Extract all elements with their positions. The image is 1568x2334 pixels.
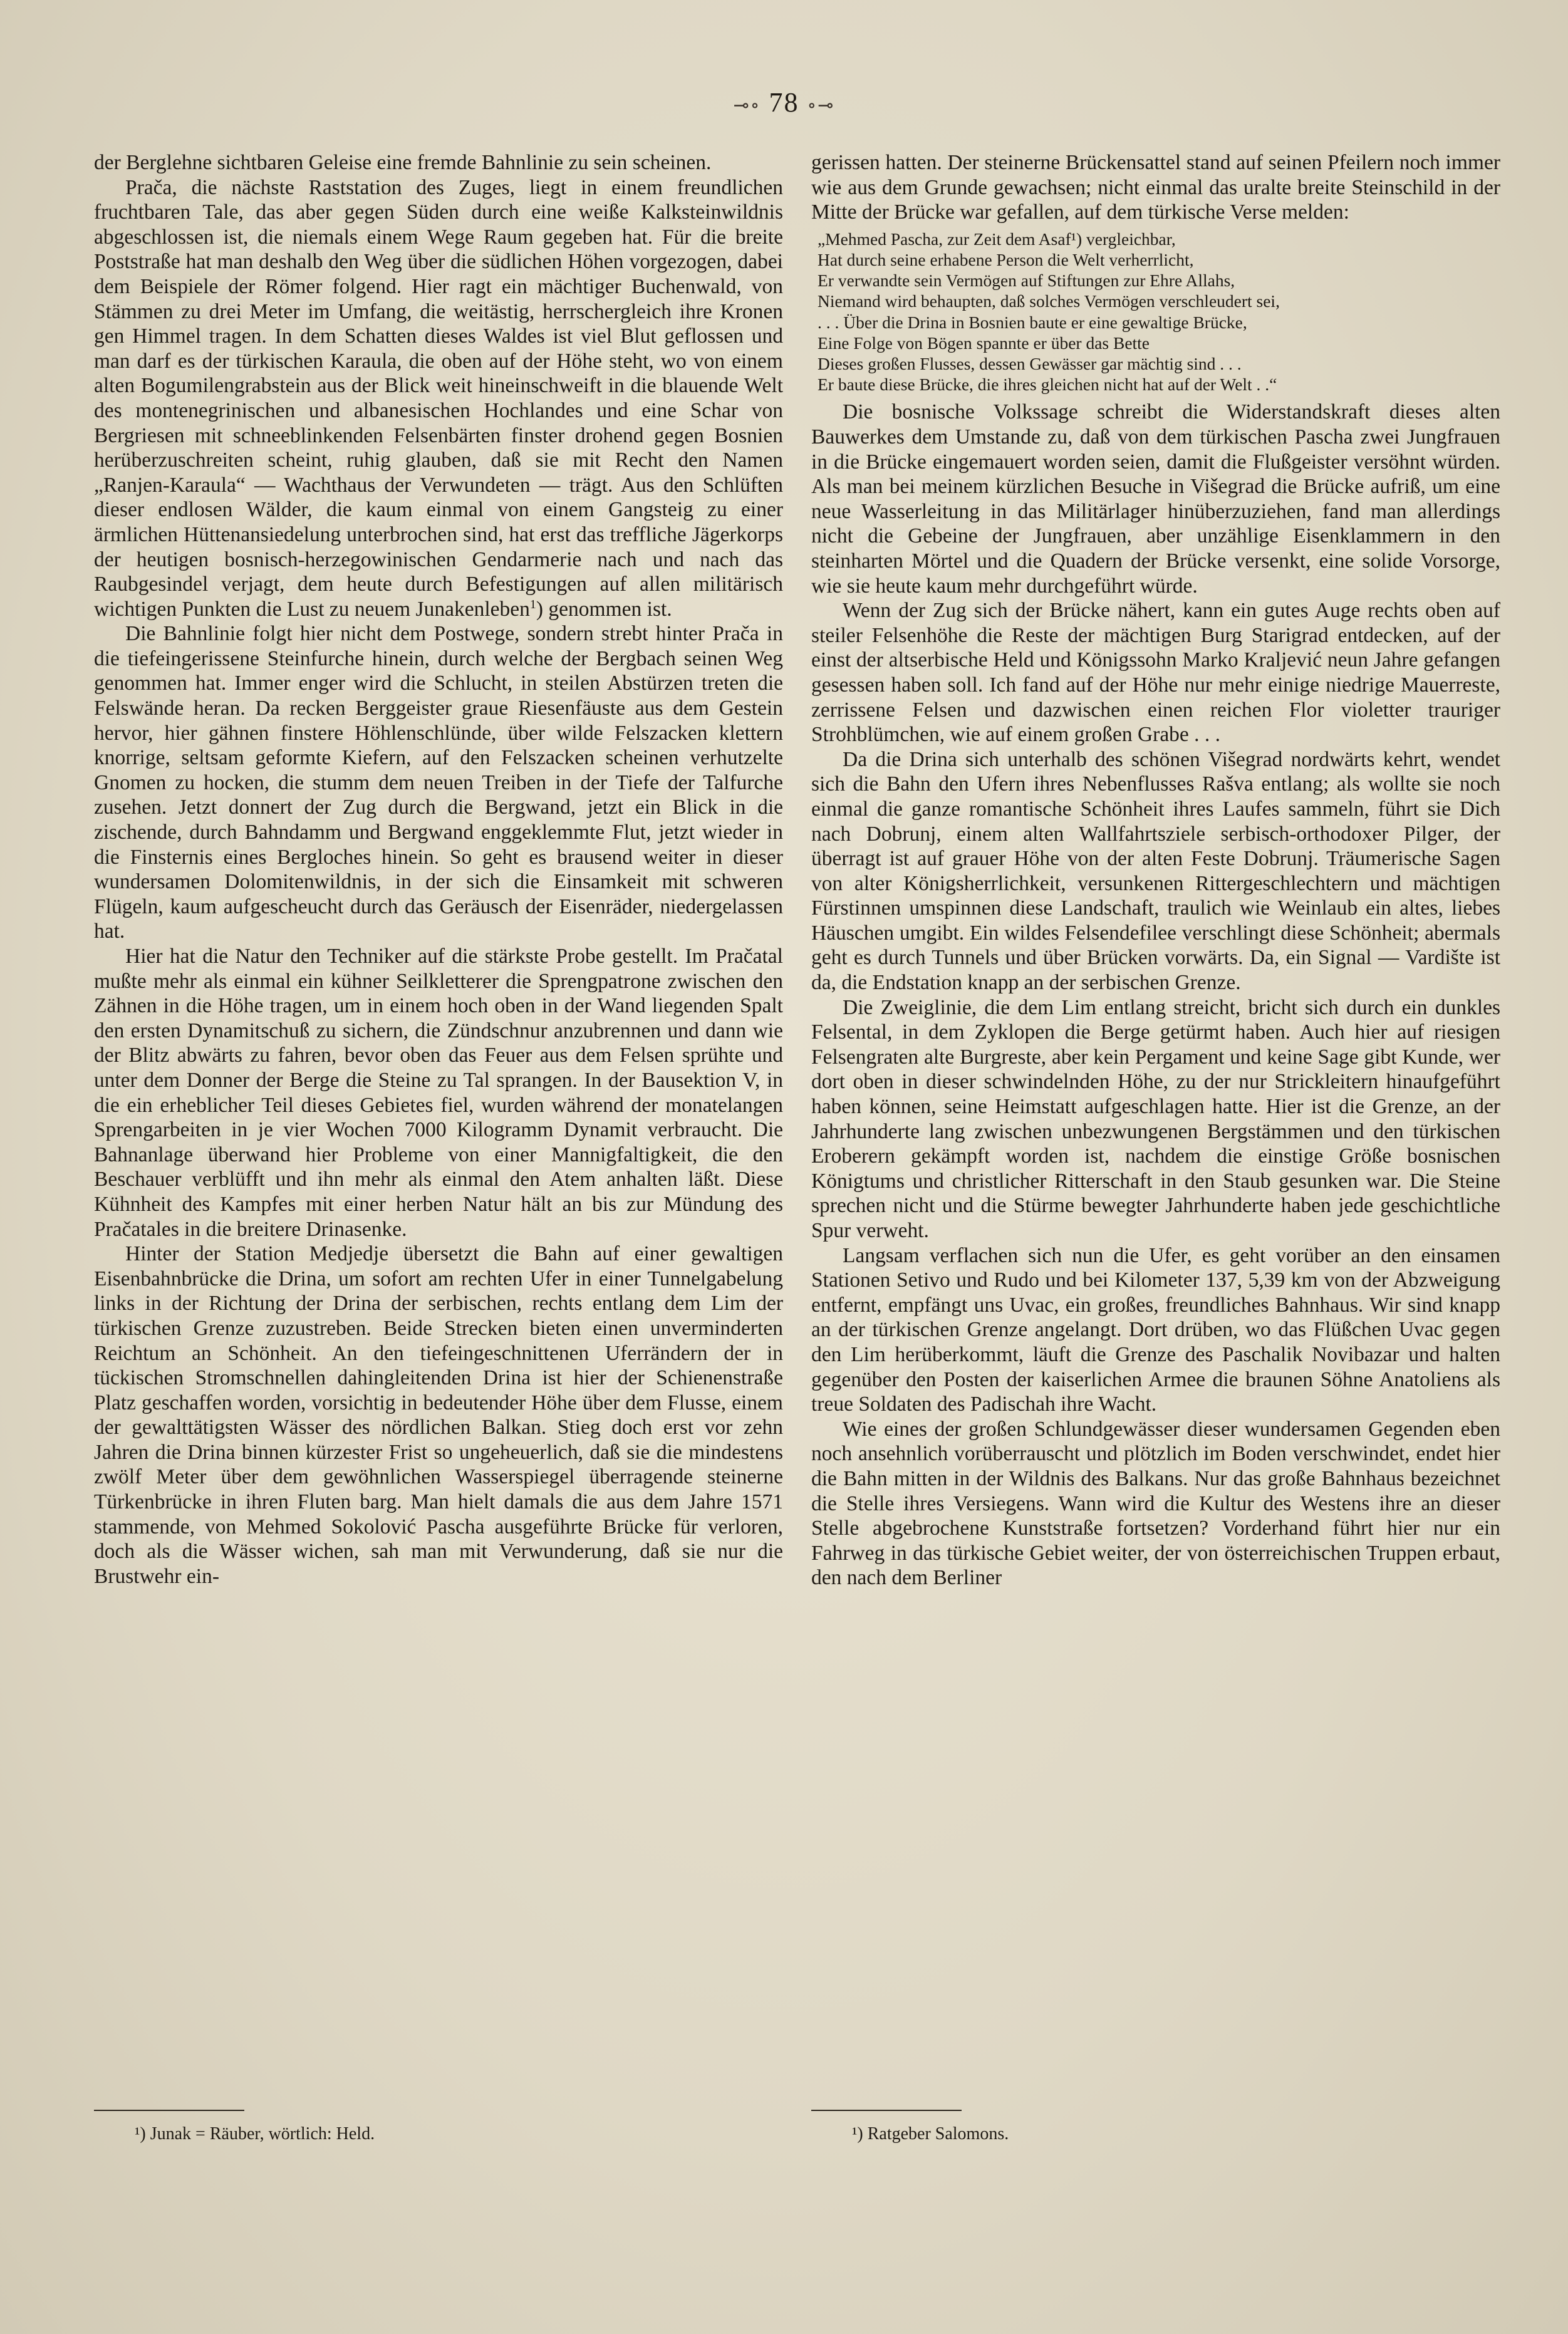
paragraph: Hier hat die Natur den Techniker auf die stärkste Probe gestellt. Im Pračatal mußte mehr als einmal ein kühner Seilkletterer die Sprengpatrone zwischen den Zähnen in die Höhe tragen, um in einem hoch oben in der Wand liegenden Spalt den ersten Dynamitschuß zu sichern, die Zündschnur anzubrennen und dann wie der Blitz abwärts zu fahren, bevor oben das Feuer aus dem Felsen sprühte und unter dem Donner der Berge die Steine zu Tal sprangen. In der Bausektion V, in die ein erheblicher Teil dieses Gebietes fiel, wurden während der monatelangen Sprengarbeiten in je vier Wochen 7000 Kilogramm Dynamit verbraucht. Die Bahnanlage überwand hier Probleme von einer Mannigfaltigkeit, die den Beschauer verblüfft und ihn mehr als einmal den Atem anhalten läßt. Diese Kühnheit des Kampfes mit einer herben Natur hält an bis zur Mündung des Pračatales in die breitere Drinasenke.: [94, 945, 783, 1241]
paragraph-tail: genommen ist.: [543, 597, 672, 621]
right-column: [811, 150, 1500, 1590]
paragraph: Wie eines der großen Schlundgewässer dieser wundersamen Gegenden eben noch ansehnlich vorüberrauscht und plötzlich im Boden verschwindet, endet hier die Bahn mitten in der Wildnis des Balkans. Nur das große Bahnhaus bezeichnet die Stelle ihres Versiegens. Wann wird die Kultur des Westens ihre an dieser Stelle abgebrochene Kunststraße fortsetzen? Vorderhand führt hier nur ein Fahrweg in das türkische Gebiet weiter, der von österreichischen Truppen erbaut, den nach dem Berliner: [811, 1417, 1500, 1590]
left-column: [94, 150, 783, 1589]
ornament-left: ⊸∘: [733, 95, 761, 116]
paragraph: Hinter der Station Medjedje übersetzt die Bahn auf einer gewaltigen Eisenbahnbrücke die Drina, um sofort am rechten Ufer in einer Tunnelgabelung links in der Richtung der Drina der serbischen, rechts entlang dem Lim der türkischen Grenze zuzustreben. Beide Strecken bieten einen unverminderten Reichtum an Schönheit. An den tiefeingeschnittenen Uferrändern der in tückischen Stromschnellen dahingleitenden Drina ist hier der Schienenstraße Platz geschaffen worden, vorsichtig in bedeutender Höhe über dem Flusse, einem der gewalttätigsten Wässer des nördlichen Balkan. Stieg doch erst vor zehn Jahren die Drina binnen kürzester Frist so ungeheuerlich, daß sie die mindestens zwölf Meter über dem gewöhnlichen Wasserspiegel überragende steinerne Türkenbrücke in ihren Fluten barg. Man hielt damals die aus dem Jahre 1571 stammende, von Mehmed Sokolović Pascha ausgeführte Brücke für verloren, doch als die Wässer wichen, sah man mit Verwunderung, daß sie nur die Brustwehr ein-: [94, 1242, 783, 1588]
ornament-right: ∘⊸: [807, 95, 835, 116]
paragraph: Die Bahnlinie folgt hier nicht dem Postwege, sondern strebt hinter Prača in die tiefeingerissene Steinfurche hinein, durch welche der Bergbach seinen Weg genommen hat. Immer enger wird die Schlucht, in steilen Abstürzen treten die Felswände heran. Da recken Berggeister graue Riesenfäuste aus dem Gestein hervor, hier gähnen finstere Höhlenschlünde, über wilde Felszacken klettern knorrige, seltsam geformte Kiefern, auf den Felszacken scheinen verhutzelte Gnomen zu hocken, die stumm dem neuen Treiben in der Tiefe der Talfurche zusehen. Jetzt donnert der Zug durch die Bergwand, jetzt ein Blick in die zischende, durch Bahndamm und Bergwand enggeklemmte Flut, jetzt wieder in die Finsternis eines Bergloches hinein. So geht es brausend weiter in dieser wundersamen Dolomitenwildnis, in der sich die Einsamkeit mit schweren Flügeln, kaum aufgescheucht durch das Geräusch der Eisenräder, niedergelassen hat.: [94, 622, 783, 943]
footnote-left: ¹) Junak = Räuber, wörtlich: Held.: [135, 2124, 375, 2144]
paragraph-praca: Prača, die nächste Raststation des Zuges, liegt in einem freundlichen fruchtbaren Tale, das aber gegen Süden durch eine weiße Kalksteinwildnis abgeschlossen ist, die niemals einem Wege Raum gegeben hat. Für die breite Poststraße hat man deshalb den Weg über die südlichen Höhen vorgezogen, dabei dem Beispiele der Römer folgend. Hier ragt ein mächtiger Buchenwald, von Stämmen zu drei Meter im Umfang, die weitästig, herrschergleich ihre Kronen gen Himmel tragen. In dem Schatten dieses Waldes ist viel Blut geflossen und man darf es der türkischen Karaula, die oben auf der Höhe steht, wo von einem alten Bogumilengrabstein aus der Blick weit hineinschweift in die blauende Welt des montenegrinischen und albanesischen Hochlandes und eine Schar von Bergriesen mit schneeblinkenden Felsenbärten finster drohend gegen Bosnien herüberzuschreiten scheint, ruhig glauben, daß sie mit Recht den Namen „Ranjen-Karaula“ — Wachthaus der Verwundeten — trägt. Aus den Schlüften dieser endlosen Wälder, die kaum einmal von einem Gangsteig zu einer ärmlichen Hüttenansiedelung unterbrochen sind, hat erst das treffliche Jägerkorps der heutigen bosnisch-herzegowinischen Gendarmerie nach und nach das Raubgesindel verjagt, dem heute durch Befestigungen auf allen militärisch wichtigen Punkten die Lust zu neuem Junakenleben$^1$) genommen ist.: [94, 175, 783, 621]
paragraph: Langsam verflachen sich nun die Ufer, es geht vorüber an den einsamen Stationen Setivo und Rudo und bei Kilometer 137, 5,39 km von der Abzweigung entfernt, empfängt uns Uvac, ein großes, freundliches Bahnhaus. Wir sind knapp an der türkischen Grenze angelangt. Dort drüben, wo das Flüßchen Uvac gegen den Lim herüberkommt, läuft die Grenze des Paschalik Novibazar und halten gegenüber den Posten der kaiserlichen Armee die braunen Söhne Anatoliens als treue Soldaten des Padischah ihre Wacht.: [811, 1243, 1500, 1416]
inscription-poem: „Mehmed Pascha, zur Zeit dem Asaf¹) vergleichbar, Hat durch seine erhabene Person die Welt verherrlicht, Er verwandte sein Vermögen auf Stiftungen zur Ehre Allahs, Niemand wird behaupten, daß solches Vermögen verschleudert sei, . . . Über die Drina in Bosnien baute er eine gewaltige Brücke, Eine Folge von Bögen spannte er über das Bette Dieses großen Flusses, dessen Gewässer gar mächtig sind . . . Er baute diese Brücke, die ihres gleichen nicht hat auf der Welt . .“: [818, 229, 1280, 395]
paragraph: der Berglehne sichtbaren Geleise eine fremde Bahnlinie zu sein scheinen.: [94, 151, 712, 174]
paragraph: Da die Drina sich unterhalb des schönen Višegrad nordwärts kehrt, wendet sich die Bahn den Ufern ihres Nebenflusses Rašva entlang; als wollte sie noch einmal die ganze romantische Schönheit ihres Laufes sammeln, führt sie Dich nach Dobrunj, einem alten Wallfahrtsziele serbisch-orthodoxer Pilger, der überragt ist auf grauer Höhe von der alten Feste Dobrunj. Träumerische Sagen von alter Königsherrlichkeit, versunkenen Rittergeschlechtern und mächtigen Fürstinnen umspinnen diese Landschaft, traulich wie Weinlaub ein altes, liebes Häuschen umgibt. Ein wildes Felsendefilee verschlingt diese Schönheit; abermals geht es durch Tunnels und über Brücken vorwärts. Da, ein Signal — Vardište ist da, die Endstation knapp an der serbischen Grenze.: [811, 747, 1500, 995]
footnote-right: ¹) Ratgeber Salomons.: [852, 2124, 1009, 2144]
paragraph: Die bosnische Volkssage schreibt die Widerstandskraft dieses alten Bauwerkes dem Umstande zu, daß von dem türkischen Pascha zwei Jungfrauen in die Brücke eingemauert worden seien, damit die Flußgeister versöhnt würden. Als man bei meinem kürzlichen Besuche in Višegrad die Brücke aufriß, um eine neue Wasserleitung in das Militärlager hinüberzuziehen, fand man allerdings nicht die Gebeine der Jungfrauen, aber unzählige Eisenklammern in den steinharten Mörtel und die Quadern der Brücke versenkt, eine solide Vorsorge, wie sie heute kaum mehr durchgeführt würde.: [811, 400, 1500, 598]
page-number-header: [0, 86, 1568, 118]
footnote-divider-right: [811, 2110, 962, 2111]
paragraph-text: Prača, die nächste Raststation des Zuges, liegt in einem freundlichen fruchtbaren Tale, das aber gegen Süden durch eine weiße Kalksteinwildnis abgeschlossen ist, die niemals einem Wege Raum gegeben hat. Für die breite Poststraße hat man deshalb den Weg über die südlichen Höhen vorgezogen, dabei dem Beispiele der Römer folgend. Hier ragt ein mächtiger Buchenwald, von Stämmen zu drei Meter im Umfang, die weitästig, herrschergleich ihre Kronen gen Himmel tragen. In dem Schatten dieses Waldes ist viel Blut geflossen und man darf es der türkischen Karaula, die oben auf der Höhe steht, wo von einem alten Bogumilengrabstein aus der Blick weit hineinschweift in die blauende Welt des montenegrinischen und albanesischen Hochlandes und eine Schar von Bergriesen mit schneeblinkenden Felsenbärten finster drohend gegen Bosnien herüberzuschreiten scheint, ruhig glauben, daß sie mit Recht den Namen „Ranjen-Karaula“ — Wachthaus der Verwundeten — trägt. Aus den Schlüften dieser endlosen Wälder, die kaum einmal von einem Gangsteig zu einer ärmlichen Hüttenansiedelung unterbrochen sind, hat erst das treffliche Jägerkorps der heutigen bosnisch-herzegowinischen Gendarmerie nach und nach das Raubgesindel verjagt, dem heute durch Befestigungen auf allen militärisch wichtigen Punkten die Lust zu neuem Junakenleben: [94, 175, 783, 621]
footnote-divider-left: [94, 2110, 244, 2111]
paragraph: gerissen hatten. Der steinerne Brückensattel stand auf seinen Pfeilern noch immer wie aus dem Grunde gewachsen; nicht einmal das uralte breite Steinschild in der Mitte der Brücke war gefallen, auf dem türkische Verse melden:: [811, 151, 1500, 224]
page-number: 78: [769, 87, 799, 118]
paragraph: Die Zweiglinie, die dem Lim entlang streicht, bricht sich durch ein dunkles Felsental, in dem Zyklopen die Berge getürmt haben. Auch hier auf riesigen Felsengraten alte Burgreste, aber kein Pergament und keine Sage gibt Kunde, wer dort oben in dieser schwindelnden Höhe, zu der nur Strickleitern hinaufgeführt haben können, seine Heimstatt aufgeschlagen hatte. Hier ist die Grenze, an der Jahrhunderte lang zwischen unbezwungenen Bergstämmen und den türkischen Eroberern gekämpft worden ist, nachdem die einstige Größe bosnischen Königtums und christlicher Ritterschaft in den Staub gesunken war. Die Steine sprechen nicht und die Stürme bewegter Jahrhunderte haben jede geschichtliche Spur verweht.: [811, 995, 1500, 1242]
paragraph: Wenn der Zug sich der Brücke nähert, kann ein gutes Auge rechts oben auf steiler Felsenhöhe die Reste der mächtigen Burg Starigrad entdecken, auf der einst der altserbische Held und Königssohn Marko Kraljević neun Jahre gefangen gesessen haben soll. Ich fand auf der Höhe nur mehr einige niedrige Mauerreste, zerrissene Felsen und dazwischen einen reichen Flor violetter trauriger Strohblümchen, wie auf einem großen Grabe . . .: [811, 599, 1500, 747]
footnote-marker: 1: [529, 597, 536, 611]
